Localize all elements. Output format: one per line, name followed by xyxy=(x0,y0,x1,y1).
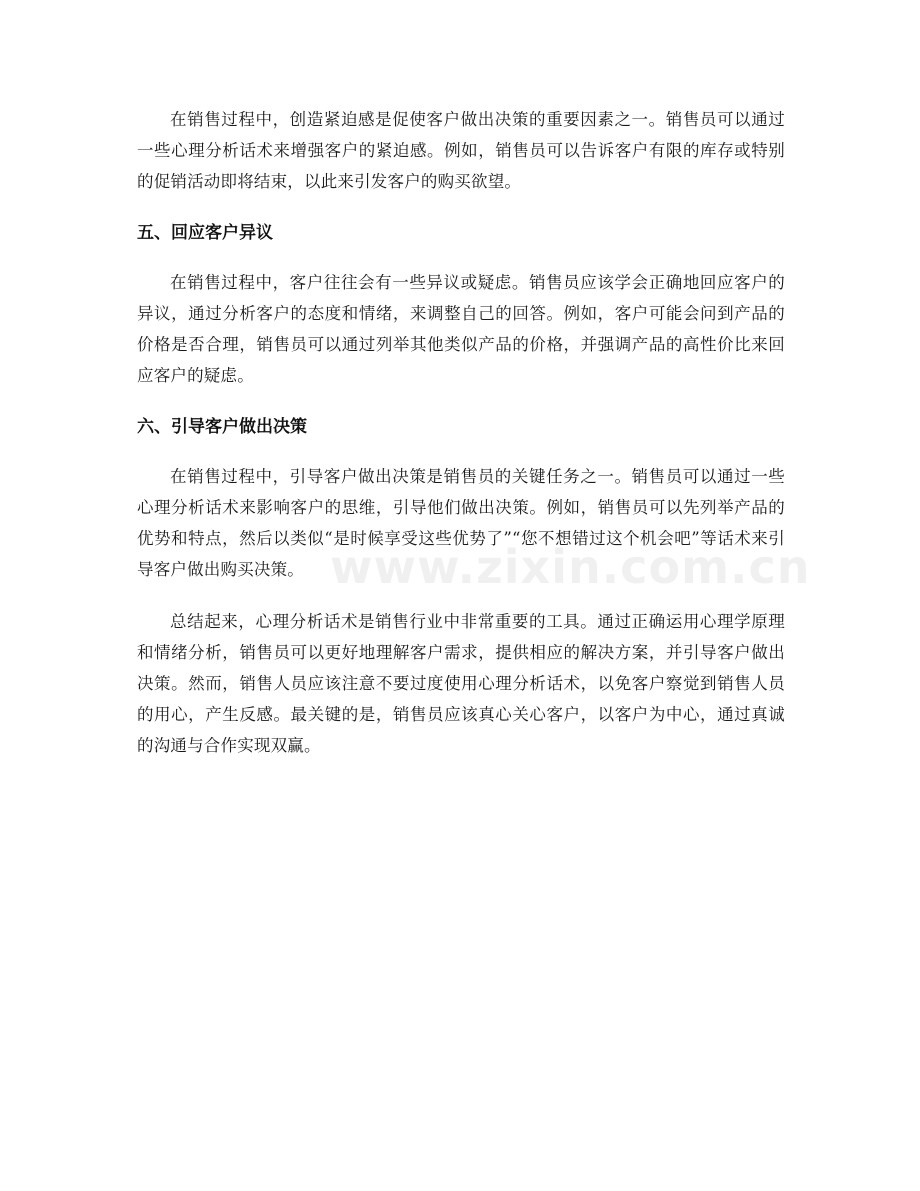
watermark: www.zixin.com.cn xyxy=(330,540,811,594)
paragraph-urgency: 在销售过程中，创造紧迫感是促使客户做出决策的重要因素之一。销售员可以通过一些心理分析话术来增强客户的紧迫感。例如，销售员可以告诉客户有限的库存或特别的促销活动即将结束，以此来引发客户的购买欲望。 xyxy=(137,110,785,191)
section-heading-6: 六、引导客户做出决策 xyxy=(137,417,307,437)
paragraph-guide-decision: 在销售过程中，引导客户做出决策是销售员的关键任务之一。销售员可以通过一些心理分析话术来影响客户的思维，引导他们做出决策。例如，销售员可以先列举产品的优势和特点，然后以类似“是时候享受这些优势了”“您不想错过这个机会吧”等话术来引导客户做出购买决策。 xyxy=(137,467,785,579)
paragraph-objections: 在销售过程中，客户往往会有一些异议或疑虑。销售员应该学会正确地回应客户的异议，通过分析客户的态度和情绪，来调整自己的回答。例如，客户可能会问到产品的价格是否合理，销售员可以通过列举其他类似产品的价格，并强调产品的高性价比来回应客户的疑虑。 xyxy=(137,273,785,385)
document-body xyxy=(137,104,785,761)
section-heading-5: 五、回应客户异议 xyxy=(137,223,273,243)
paragraph-summary: 总结起来，心理分析话术是销售行业中非常重要的工具。通过正确运用心理学原理和情绪分析，销售员可以更好地理解客户需求，提供相应的解决方案，并引导客户做出决策。然而，销售人员应该注意不要过度使用心理分析话术，以免客户察觉到销售人员的用心，产生反感。最关键的是，销售员应该真心关心客户，以客户为中心，通过真诚的沟通与合作实现双赢。 xyxy=(137,612,785,755)
